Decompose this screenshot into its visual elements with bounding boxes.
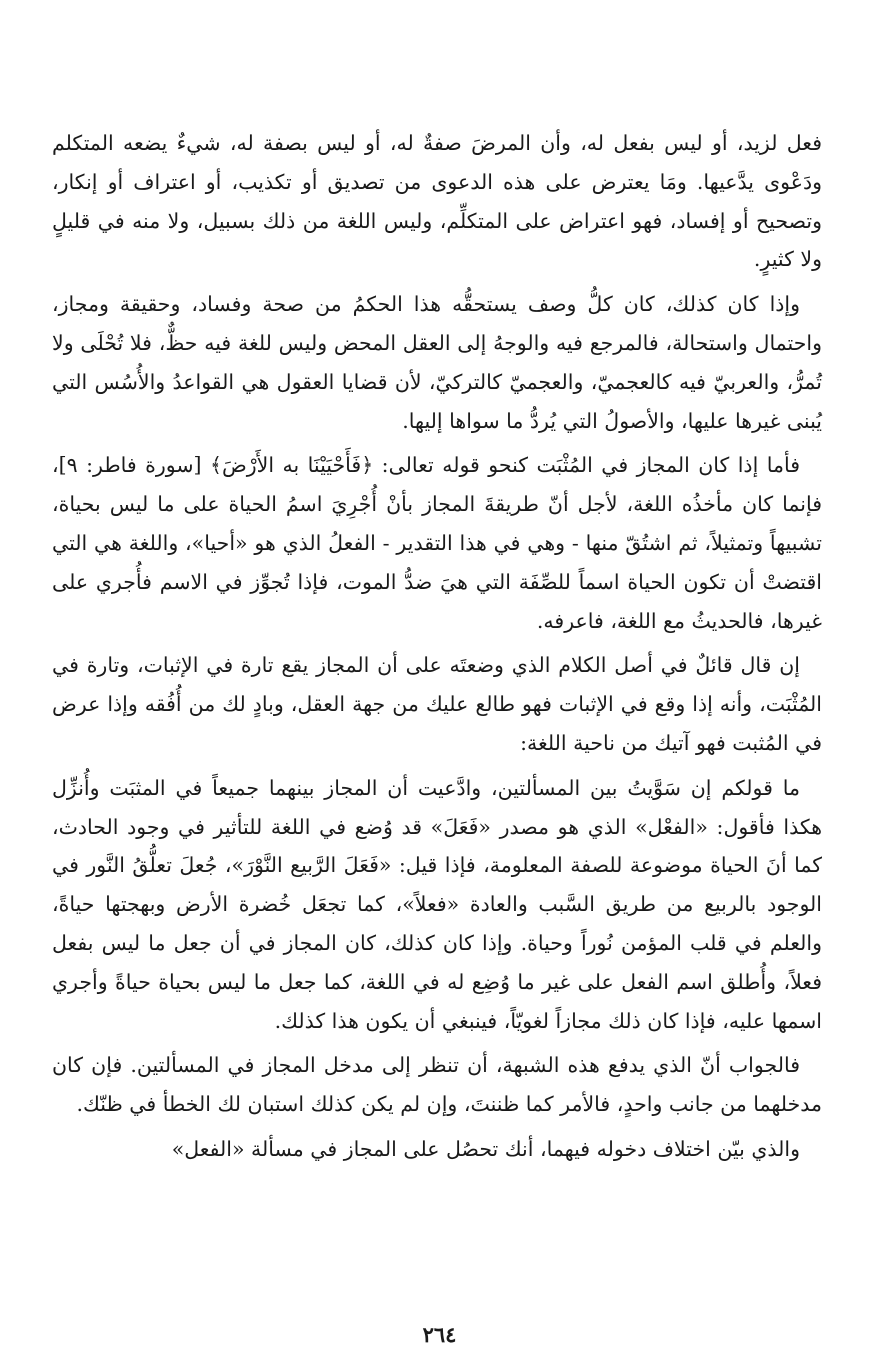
paragraph-1: فعل لزيد، أو ليس بفعل له، وأن المرضَ صفةٌ له، أو ليس بصفة له، شيءٌ يضعه المتكلم ودَعْوى يدَّعيها. ومَا يعترض على هذه الدعوى من تصديق أو تكذيب، أو اعتراف أو إنكار، وتصحيح أو إفساد، فهو اعتراض على المتكلِّم، وليس اللغة من ذلك بسبيل، ولا منه في قليلٍ ولا كثيرٍ. — [52, 131, 822, 272]
paragraph-5: ما قولكم إن سَوَّيتُ بين المسألتين، وادَّعيت أن المجاز بينهما جميعاً في المثبَت وأُنزِّل هكذا فأقول: «الفعْل» الذي هو مصدر «فَعَلَ» قد وُضع في اللغة للتأثير في وجود الحادث، كما أنَ الحياة موضوعة للصفة المعلومة، فإذا قيل: «فَعَلَ الرَّبيع النَّوْرَ»، جُعلَ تعلُّقُ النَّور في الوجود بالربيع من طريق السَّبب والعادة «فعلاً»، كما تجعَل خُضرة الأرض وبهجتها حياةً، والعلم في قلب المؤمن نُوراً وحياة. وإذا كان كذلك، كان المجاز في أن جعل ما ليس بفعل فعلاً، وأُطلق اسم الفعل على غير ما وُضِع له في اللغة، كما جعل ما ليس بحياة حياةً وأجري اسمها عليه، فإذا كان ذلك مجازاً لغويّاً، فينبغي أن يكون هذا كذلك. — [52, 775, 822, 1033]
paragraph-7: والذي بيّن اختلاف دخوله فيهما، أنك تحصُل على المجاز في مسألة «الفعل» — [171, 1136, 800, 1161]
paragraph-6: فالجواب أنّ الذي يدفع هذه الشبهة، أن تنظر إلى مدخل المجاز في المسألتين. فإن كان مدخلهما من جانب واحدٍ، فالأمر كما ظننتَ، وإن لم يكن كذلك استبان لك الخطأ في ظنّك. — [52, 1053, 822, 1117]
paragraph-3: فأما إذا كان المجاز في المُثْبَت كنحو قوله تعالى: ﴿فَأَحْيَيْنَا به الأَرْضَ﴾ [سورة فاطر: ٩]، فإنما كان مأخذُه اللغة، لأجل أنّ طريقةَ المجاز بأنْ أُجْرِيَ اسمُ الحياة على ما ليس بحياة، تشبيهاً وتمثيلاً، ثم اشتُقّ منها - وهي في هذا التقدير - الفعلُ الذي هو «أحيا»، واللغة هي التي اقتضتْ أن تكون الحياة اسماً للصِّفَة التي هيَ ضدُّ الموت، فإذا تُجوِّز في الاسم فأُجري على غيرها، فالحديثُ مع اللغة، فاعرفه. — [52, 453, 822, 633]
paragraph-2: وإذا كان كذلك، كان كلُّ وصف يستحقُّه هذا الحكمُ من صحة وفساد، وحقيقة ومجاز، واحتمال واستحالة، فالمرجع فيه والوجهُ إلى العقل المحض وليس للغة فيه حظٌّ، فلا تُحْلَى ولا تُمرُّ، والعربيّ فيه كالعجميّ، والعجميّ كالتركيّ، لأن قضايا العقول هي القواعدُ والأُسُس التي يُبنى غيرها عليها، والأصولُ التي يُردُّ ما سواها إليها. — [52, 292, 822, 433]
page-number: ٢٦٤ — [422, 1322, 457, 1347]
paragraph-4: إن قال قائلٌ في أصل الكلام الذي وضعتَه على أن المجاز يقع تارة في الإثبات، وتارة في المُثْبَت، وأنه إذا وقع في الإثبات فهو طالع عليك من جهة العقل، وبادٍ لك من أُفُقه وإذا عرض في المُثبت فهو آتيك من ناحية اللغة: — [52, 653, 822, 755]
main-text — [52, 124, 822, 1175]
